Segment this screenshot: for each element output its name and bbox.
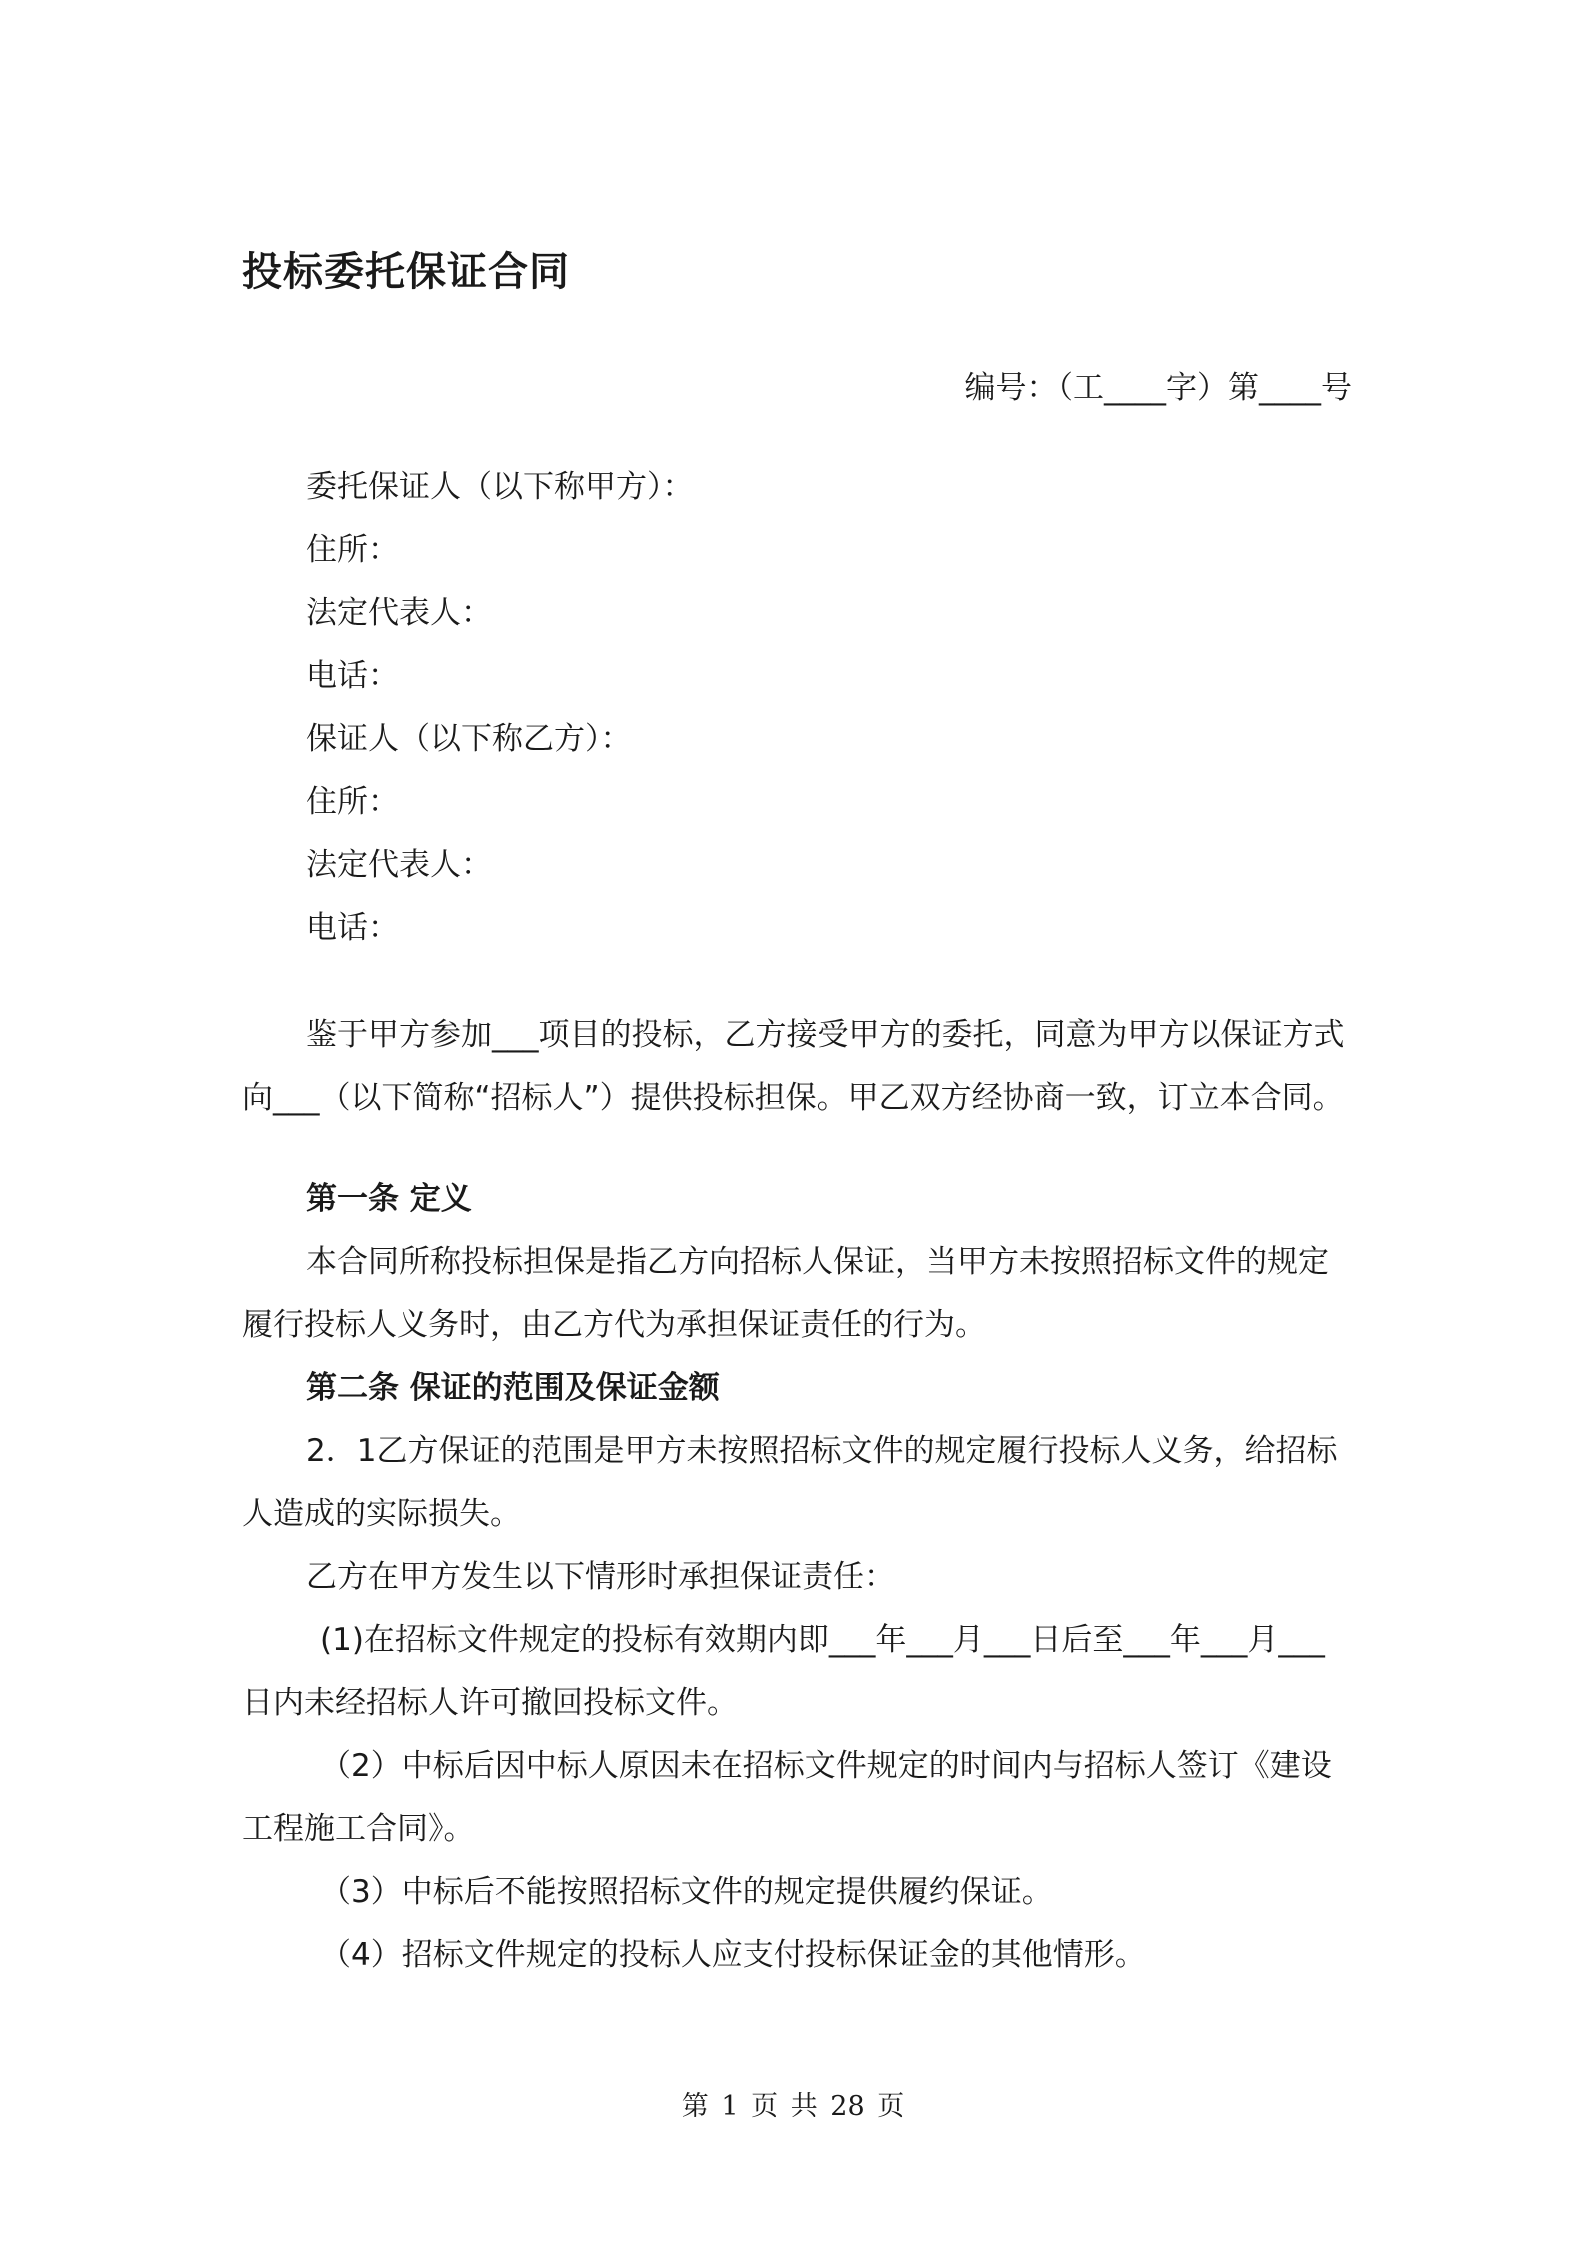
party-field: 电话： bbox=[306, 910, 399, 946]
article-2-heading: 第二条 保证的范围及保证金额 bbox=[306, 1370, 720, 1406]
preamble-paragraph: 鉴于甲方参加___项目的投标，乙方接受甲方的委托，同意为甲方以保证方式向___（以下简称“招标人”）提供投标担保。甲乙双方经协商一致，订立本合同。 bbox=[242, 1017, 1345, 1116]
contract-body bbox=[242, 1004, 1352, 1987]
party-field: 住所： bbox=[306, 532, 399, 568]
liability-item: （4）招标文件规定的投标人应支付投标保证金的其他情形。 bbox=[320, 1937, 1146, 1973]
page-number-footer: 第 1 页 共 28 页 bbox=[681, 2091, 905, 2122]
contract-number-line: 编号：（工____字）第____号 bbox=[964, 370, 1352, 406]
clause-2-1: 2．1乙方保证的范围是甲方未按照招标文件的规定履行投标人义务，给招标人造成的实际损失。 bbox=[242, 1433, 1338, 1532]
party-field: 住所： bbox=[306, 784, 399, 820]
article-1-heading: 第一条 定义 bbox=[306, 1181, 472, 1217]
party-field: 保证人（以下称乙方）： bbox=[306, 721, 632, 757]
party-field: 法定代表人： bbox=[306, 595, 492, 631]
party-field: 电话： bbox=[306, 658, 399, 694]
party-field: 委托保证人（以下称甲方）： bbox=[306, 469, 694, 505]
document-title: 投标委托保证合同 bbox=[242, 249, 570, 295]
liability-item: (1)在招标文件规定的投标有效期内即___年___月___日后至___年___月___日内未经招标人许可撤回投标文件。 bbox=[242, 1622, 1325, 1721]
liability-item: （2）中标后因中标人原因未在招标文件规定的时间内与招标人签订《建设工程施工合同》。 bbox=[242, 1748, 1332, 1847]
party-field: 法定代表人： bbox=[306, 847, 492, 883]
liability-item: （3）中标后不能按照招标文件的规定提供履约保证。 bbox=[320, 1874, 1053, 1910]
liability-intro: 乙方在甲方发生以下情形时承担保证责任： bbox=[306, 1559, 895, 1595]
party-info-list bbox=[306, 462, 694, 966]
article-1-text: 本合同所称投标担保是指乙方向招标人保证，当甲方未按照招标文件的规定履行投标人义务时，由乙方代为承担保证责任的行为。 bbox=[242, 1244, 1329, 1343]
